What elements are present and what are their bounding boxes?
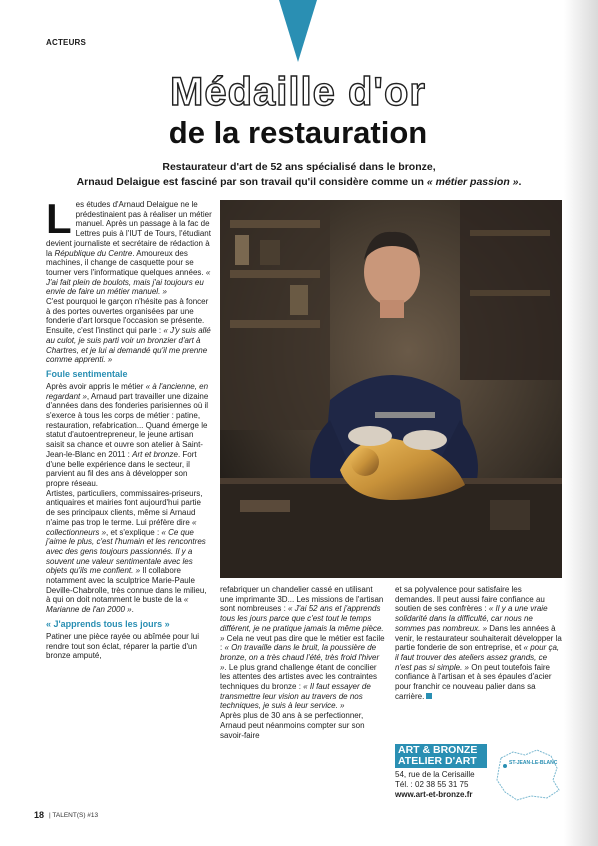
text-em: Art et bronze [132, 449, 178, 459]
text: es études d'Arnaud Delaigue ne le prédestinaient pas à réaliser un métier manuel. Après un passage à la fac de Lettres puis à l'IUT de Tours, l'étudiant devient journaliste et secrétaire de rédaction à la [46, 200, 212, 258]
text-em: « Marianne de l'an 2000 » [46, 595, 189, 615]
subhead-foule-sentimentale: Foule sentimentale [46, 368, 128, 379]
text: . [131, 605, 134, 615]
text: Dans les années à venir, le restaurateur souhaiterait développer la partie fonderie de son entreprise, et [395, 623, 562, 653]
workshop-illustration [220, 200, 562, 578]
quote: « J'y suis allé au culot, je suis parti voir un bronzier d'art à Chartres, et je lui ai demandé qu'il me prenne comme apprenti. » [46, 326, 211, 365]
title-line-2: de la restauration [168, 115, 428, 150]
paragraph [46, 632, 212, 661]
business-name-line-1: ART & BRONZE [398, 744, 478, 756]
quote: « Il y a une vraie solidarité dans la difficulté, car nous ne sommes pas nombreux. » [395, 604, 548, 633]
text: Patiner une pièce rayée ou abîmée pour lui rendre tout son éclat, réparer la partie d'un bronze amputé, [46, 631, 199, 661]
quote: « On travaille dans le bruit, la poussière de bronze, on a très chaud l'été, très froid l'hiver » [220, 643, 380, 672]
map-label: ST-JEAN-LE-BLANC [509, 760, 558, 766]
quote: « pour ça, il faut trouver des ateliers assez grands, ce n'est pas si simple. » [395, 643, 560, 672]
map-outline-icon [491, 746, 563, 802]
text-em: République du Centre [54, 248, 133, 258]
paragraph [395, 585, 563, 701]
text: . Le plus grand challenge étant de concilier les attentes des artistes avec les contraintes techniques du bronze : [220, 662, 377, 692]
business-name [395, 744, 487, 768]
paragraph [46, 297, 212, 365]
article-column-2 [220, 585, 388, 740]
page-number: 18 [34, 810, 45, 820]
text: . Fort d'une belle expérience dans le secteur, il parvient au fil des ans à développer son propre réseau. [46, 449, 197, 488]
paragraph [220, 585, 388, 711]
lead-suffix: . [518, 176, 522, 188]
business-info-box [395, 744, 563, 804]
text: On peut toutefois faire confiance à l'artisan et à ses épaules d'acier pour franchir ce nouveau palier dans sa carrière. [395, 662, 552, 701]
artisan-photo [220, 200, 562, 578]
text: Cela ne veut pas dire que le métier est facile : [220, 633, 385, 653]
quote: « Il faut essayer de transmettre leur vision au travers de nos techniques, je suis à leur service. » [220, 682, 371, 711]
text: Artistes, particuliers, commissaires-priseurs, antiquaires et mairies font aujourd'hui partie de ses principaux clients, même si Arnaud n'aime pas trop le terme. Lui préfère dire [46, 488, 203, 527]
text: refabriquer un chandelier cassé en utilisant une imprimante 3D... Les missions de l'artisan sont nombreuses : [220, 585, 384, 614]
publication-name: | TALENT(S) #13 [49, 812, 99, 819]
text: . Amoureux des machines, il change de casquette pour se tourner vers l'informatique quelques années. [46, 248, 206, 277]
contact-info [395, 770, 475, 800]
address: 54, rue de la Cerisaille [395, 770, 475, 779]
text: C'est pourquoi le garçon n'hésite pas à foncer à des portes ouvertes organisées par une fonderie d'art lorsque l'occasion se présente. Ensuite, c'est l'instinct qui parle : [46, 297, 209, 336]
lead-line-2: Arnaud Delaigue est fasciné par son travail qu'il considère comme un [76, 176, 427, 188]
text: Après plus de 30 ans à se perfectionner, Arnaud peut néanmoins compter sur son savoir-faire [220, 711, 365, 740]
article-column-3 [395, 585, 563, 701]
quote: « J'ai 52 ans et j'apprends tous les jours parce que c'est tout le temps différent, je ne pratique jamais la même pièce. » [220, 604, 384, 643]
website-link[interactable]: www.art-et-bronze.fr [395, 790, 473, 799]
text: et sa polyvalence pour satisfaire les demandes. Il peut aussi faire confiance au soutien de ses confrères : [395, 585, 545, 614]
top-triangle-decoration [279, 0, 317, 62]
text: Après avoir appris le métier [46, 381, 146, 391]
text: Il collabore notamment avec la sculptrice Marie-Paule Deville-Chabrolle, très connue dans le milieu, à qui on doit notamment le buste de la [46, 566, 207, 605]
location-map [491, 746, 563, 802]
end-mark-square [426, 693, 432, 699]
page-edge-shadow [564, 0, 598, 846]
phone: Tél. : 02 38 55 31 75 [395, 780, 469, 789]
lead-emphasis: « métier passion » [426, 176, 519, 188]
paragraph [46, 195, 212, 297]
business-name-line-2: ATELIER D'ART [398, 755, 477, 767]
text-em: « collectionneurs » [46, 517, 197, 537]
drop-cap: L [46, 195, 72, 242]
title-line-1: Médaille d'or [170, 70, 426, 114]
article-column-1 [46, 195, 212, 661]
text: , Arnaud part travailler une dizaine d'années dans des fonderies parisiennes où il s'exerce à tous les corps de métier : patine, restauration, refabrication... Quand émerge le statut d'autoentrepreneur, le jeune artisan saisit sa chance et ouvre son atelier à Saint-Jean-le-Blanc en 2011 : [46, 391, 209, 459]
paragraph [220, 711, 388, 740]
lead-paragraph [58, 160, 540, 190]
lead-line-1: Restaurateur d'art de 52 ans spécialisé dans le bronze, [162, 161, 436, 173]
quote: « Ce que j'aime le plus, c'est l'humain et les rencontres avec des gens toujours passionnés. Il y a souvent une valeur sentimentale avec les objets qu'ils me confient. » [46, 527, 206, 576]
subhead-japprends: « J'apprends tous les jours » [46, 618, 170, 629]
paragraph [46, 382, 212, 489]
quote: « J'ai fait plein de boulots, mais j'ai toujours eu envie de faire un métier manuel. » [46, 267, 211, 297]
paragraph [46, 489, 212, 615]
section-label: ACTEURS [46, 38, 87, 47]
text-em: « à l'ancienne, en regardant » [46, 381, 209, 401]
text: , et s'explique : [106, 527, 162, 537]
